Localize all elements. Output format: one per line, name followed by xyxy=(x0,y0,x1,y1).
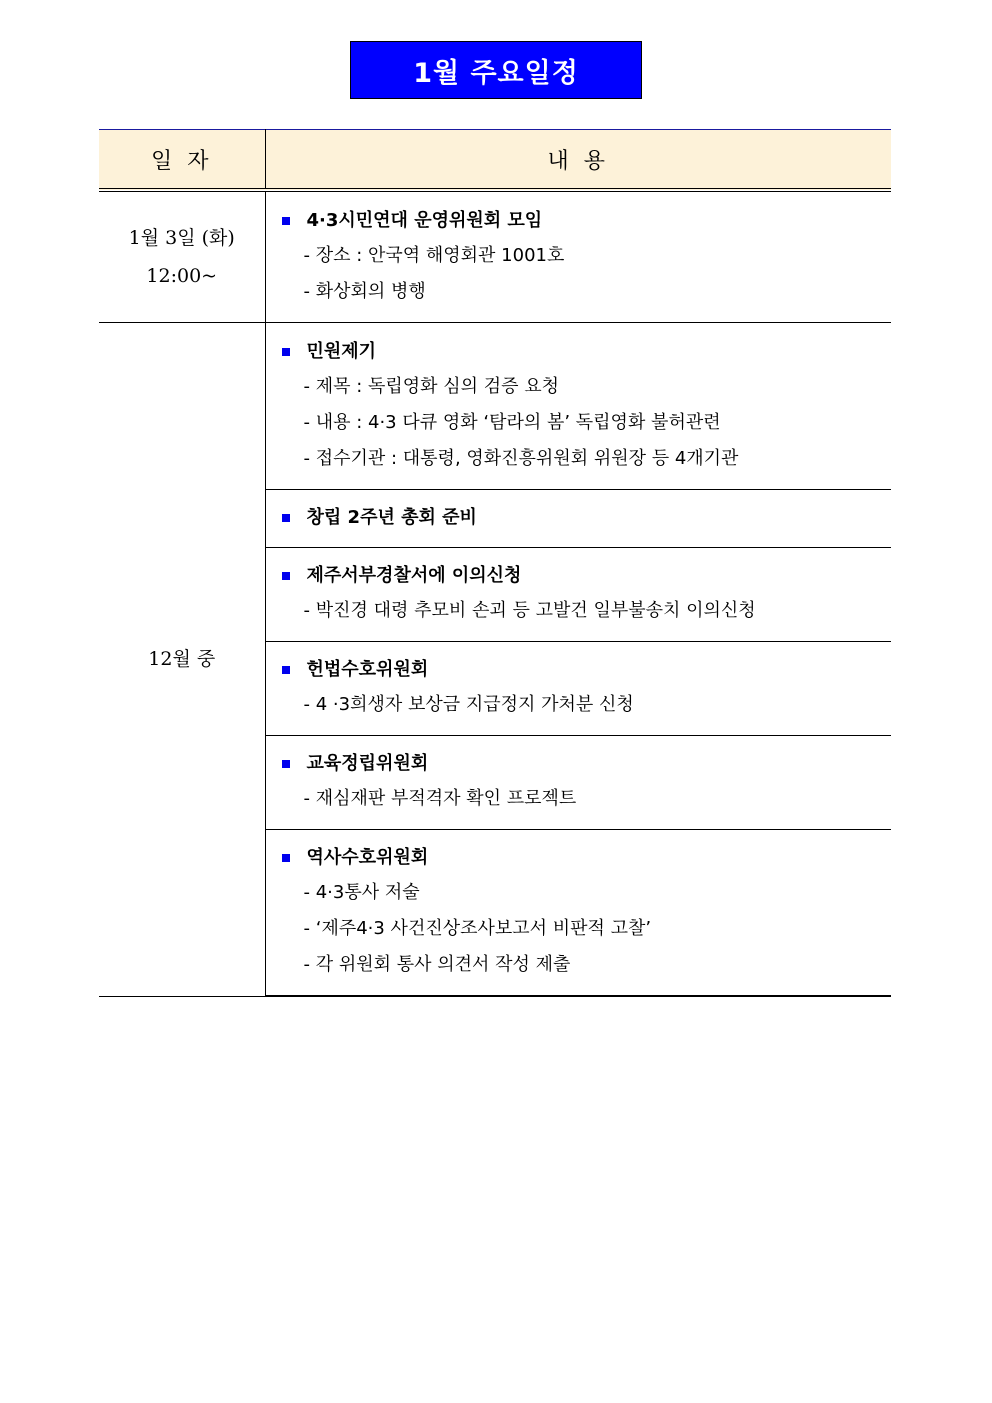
content-cell xyxy=(265,323,891,490)
square-bullet-icon xyxy=(282,666,290,674)
item-detail: - ‘제주4·3 사건진상조사보고서 비판적 고찰’ xyxy=(303,918,652,939)
item-title: 헌법수호위원회 xyxy=(278,653,892,687)
item-detail: - 4·3통사 저술 xyxy=(303,882,420,903)
square-bullet-icon xyxy=(282,760,290,768)
item-title: 창립 2주년 총회 준비 xyxy=(278,501,892,535)
item-detail: - 접수기관 : 대통령, 영화진흥위원회 위원장 등 4개기관 xyxy=(303,448,739,469)
table-header-row xyxy=(99,130,891,191)
item-detail: - 4 ·3희생자 보상금 지급정지 가처분 신청 xyxy=(303,694,634,715)
schedule-table xyxy=(99,129,891,997)
item-detail: - 장소 : 안국역 해영회관 1001호 xyxy=(303,245,565,266)
table-row xyxy=(99,323,891,490)
content-cell xyxy=(265,642,891,736)
square-bullet-icon xyxy=(282,854,290,862)
date-cell: 12월 중 xyxy=(99,323,265,997)
square-bullet-icon xyxy=(282,217,290,225)
item-title: 제주서부경찰서에 이의신청 xyxy=(278,559,892,593)
date-cell xyxy=(99,190,265,323)
item-detail: - 재심재판 부적격자 확인 프로젝트 xyxy=(303,788,577,809)
item-detail: - 화상회의 병행 xyxy=(303,281,426,302)
header-content: 내 용 xyxy=(265,130,891,191)
time-line: 12:00~ xyxy=(146,265,218,287)
square-bullet-icon xyxy=(282,572,290,580)
item-detail: - 각 위원회 통사 의견서 작성 제출 xyxy=(303,954,571,975)
item-title: 민원제기 xyxy=(278,335,892,369)
item-detail: - 박진경 대령 추모비 손괴 등 고발건 일부불송치 이의신청 xyxy=(303,600,756,621)
date-line: 1월 3일 (화) xyxy=(128,227,235,249)
content-cell xyxy=(265,490,891,548)
item-title: 교육정립위원회 xyxy=(278,747,892,781)
square-bullet-icon xyxy=(282,514,290,522)
table-row xyxy=(99,190,891,323)
item-title: 4·3시민연대 운영위원회 모임 xyxy=(278,204,892,238)
content-cell xyxy=(265,548,891,642)
square-bullet-icon xyxy=(282,348,290,356)
item-title: 역사수호위원회 xyxy=(278,841,892,875)
item-detail: - 제목 : 독립영화 심의 검증 요청 xyxy=(303,376,560,397)
content-cell xyxy=(265,830,891,997)
content-cell xyxy=(265,190,891,323)
header-date: 일 자 xyxy=(99,130,265,191)
item-detail: - 내용 : 4·3 다큐 영화 ‘탐라의 봄’ 독립영화 불허관련 xyxy=(303,412,721,433)
content-cell xyxy=(265,736,891,830)
page-title: 1월 주요일정 xyxy=(350,41,642,99)
